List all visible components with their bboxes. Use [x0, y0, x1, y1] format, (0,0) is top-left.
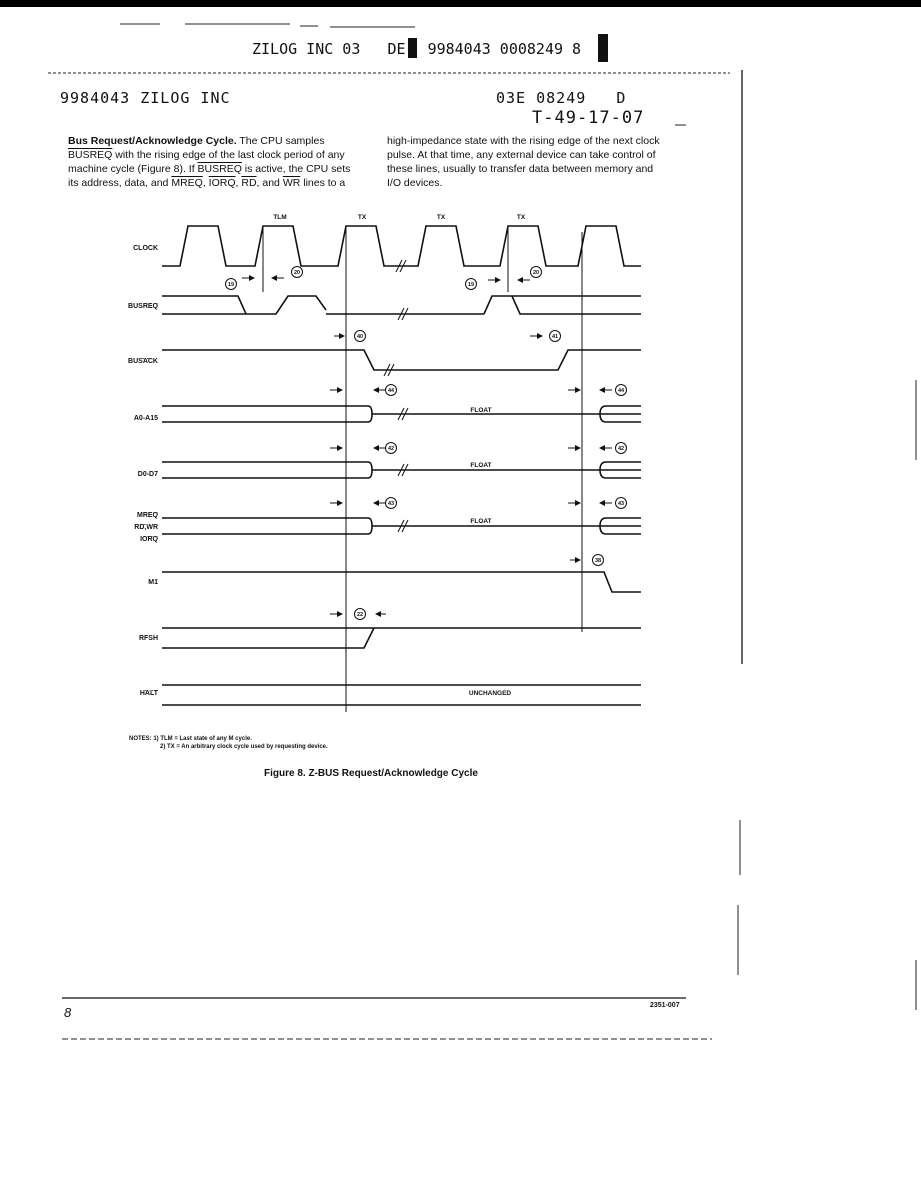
p-text: , and	[256, 177, 283, 189]
p-overline: MREQ	[171, 177, 203, 189]
p-overline: IORQ	[208, 177, 236, 189]
col2-line: pulse. At that time, any external device can take control of	[387, 149, 656, 161]
float-label: FLOAT	[470, 462, 492, 469]
header-code: T-49-17-07	[532, 108, 645, 128]
figure-caption: Figure 8. Z-BUS Request/Acknowledge Cycle	[264, 768, 478, 779]
busreq-high	[162, 296, 326, 314]
param-label: 38	[594, 558, 602, 564]
scan-stamp-de: DE	[387, 40, 406, 58]
param-label: 20	[293, 270, 301, 276]
p-text: ,	[235, 177, 242, 189]
period-label: TLM	[273, 214, 287, 221]
signal-label-busreq: BUSREQ	[128, 303, 158, 310]
param-label: 44	[617, 388, 625, 394]
signal-label-mreq: MREQ	[137, 512, 158, 519]
notes-line-1: NOTES: 1) TLM = Last state of any M cycle.	[129, 736, 252, 742]
param-label: 19	[227, 282, 235, 288]
col2-line: high-impedance state with the rising edge of the next clock	[387, 135, 660, 147]
paragraph-heading: Bus Request/Acknowledge Cycle.	[68, 135, 237, 147]
page-number: 8	[64, 1005, 72, 1020]
break-mark	[384, 260, 408, 532]
p-text: machine cycle (Figure 8). If	[68, 163, 198, 175]
scan-stamp-right: 9984043 0008249 8	[427, 40, 582, 58]
p-text: with the rising edge of the last clock period of any	[112, 149, 345, 161]
p-text: its address, data, and	[68, 177, 172, 189]
doc-code: 2351-007	[650, 1002, 680, 1009]
float-label: FLOAT	[470, 407, 492, 414]
p-text: The CPU samples	[236, 135, 325, 147]
rfsh-low	[162, 628, 374, 648]
busack-waveform	[162, 350, 641, 370]
signal-label-m1: M1	[148, 579, 158, 586]
param-label: 42	[387, 446, 395, 452]
param-label: 42	[617, 446, 625, 452]
signal-label-halt: HALT	[139, 690, 158, 697]
figure-notes	[129, 735, 328, 751]
p-overline: BUSREQ	[197, 163, 242, 175]
col2-line: these lines, usually to transfer data between memory and	[387, 163, 654, 175]
busreq-end	[484, 296, 641, 314]
param-label: 43	[617, 501, 625, 507]
signal-label-iorq: IORQ	[140, 536, 158, 543]
signal-label-clock: CLOCK	[133, 245, 158, 252]
period-label: TX	[357, 214, 367, 221]
param-label: 19	[467, 282, 475, 288]
p-text: lines to a	[300, 177, 346, 189]
header-left: 9984043 ZILOG INC	[60, 89, 231, 107]
period-label: TX	[516, 214, 526, 221]
p-overline: BUSREQ	[68, 149, 113, 161]
p-overline: $\overline{WR}$	[282, 177, 301, 189]
signal-label-addr: A0-A15	[133, 415, 158, 422]
p-overline: $\overline{RD}$	[241, 177, 257, 189]
notes-line-2: 2) TX = An arbitrary clock cycle used by requesting device.	[160, 744, 328, 750]
header-right: 03E 08249 D	[496, 89, 627, 107]
signal-label-rfsh: RFSH	[138, 635, 158, 642]
scan-stamp-left: ZILOG INC 03	[252, 40, 361, 58]
signal-label-data: D0-D7	[137, 471, 158, 478]
signal-label-busack: BUSACK	[128, 358, 158, 365]
float-label: FLOAT	[470, 518, 492, 525]
param-label: 22	[356, 612, 364, 618]
param-label: 40	[356, 334, 364, 340]
param-label: 43	[387, 501, 395, 507]
period-label: TX	[436, 214, 446, 221]
col2-line: I/O devices.	[387, 177, 443, 189]
signal-label-rdwr: RD,WR	[134, 524, 158, 531]
p-text: ,	[202, 177, 209, 189]
p-text: is active, the CPU sets	[241, 163, 351, 175]
unchanged-label: UNCHANGED	[468, 690, 512, 697]
param-label: 44	[387, 388, 395, 394]
param-label: 41	[551, 334, 559, 340]
param-label: 20	[532, 270, 540, 276]
footer-rule	[0, 996, 921, 1000]
m1-waveform	[162, 572, 641, 592]
